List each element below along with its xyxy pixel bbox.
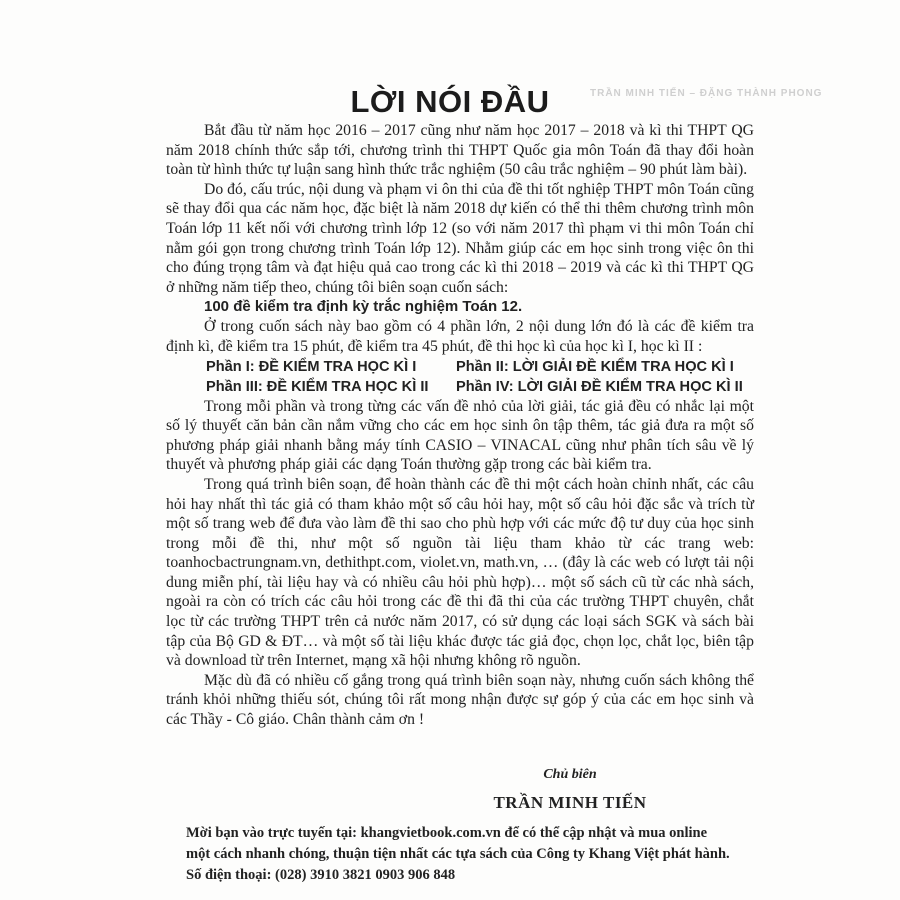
- footer-line: Mời bạn vào trực tuyến tại: khangvietbook.com.vn để có thể cập nhật và mua online: [186, 825, 708, 841]
- part-item: Phần IV: LỜI GIẢI ĐỀ KIỂM TRA HỌC KÌ II: [456, 378, 743, 395]
- signature-role: Chủ biên: [543, 767, 597, 782]
- paragraph: Do đó, cấu trúc, nội dung và phạm vi ôn thi của đề thi tốt nghiệp THPT môn Toán cũng sẽ thay đổi qua các năm học, đặc biệt là năm 2018 dự kiến có thể thi thêm chương trình môn Toán lớp 11 kết nối với chương trình lớp 12 (so với năm 2017 thì phạm vi thi môn Toán chỉ nằm gói gọn trong chương trình Toán lớp 12). Nhằm giúp các em học sinh trong việc ôn thi cho đúng trọng tâm và đạt hiệu quả cao trong các kì thi 2018 – 2019 và các kì thi THPT QG ở những năm tiếp theo, chúng tôi biên soạn cuốn sách:: [166, 180, 754, 296]
- part-item: Phần III: ĐỀ KIỂM TRA HỌC KÌ II: [206, 378, 429, 395]
- page-title: LỜI NÓI ĐẦU: [350, 84, 550, 119]
- paragraph: Bắt đầu từ năm học 2016 – 2017 cũng như năm học 2017 – 2018 và kì thi THPT QG năm 2018 chính thức sắp tới, chương trình thi THPT Quốc gia môn Toán đã thay đổi hoàn toàn từ hình thức tự luận sang hình thức trắc nghiệm (50 câu trắc nghiệm – 90 phút làm bài).: [166, 122, 754, 179]
- paragraph: Trong quá trình biên soạn, để hoàn thành các đề thi một cách hoàn chỉnh nhất, các câu hỏi hay nhất thì tác giả có tham khảo một số câu hỏi hay, một số câu hỏi đặc sắc và trích từ một số trang web để đưa vào làm đề thi sao cho phù hợp với các mức độ tư duy của học sinh trong mỗi đề thi, như một số nguồn tài liệu tham khảo từ các trang web: toanhocbactrungnam.vn, dethithpt.com, violet.vn, math.vn, … (đây là các web có lượt tải nội dung miễn phí, tài liệu hay và có nhiều câu hỏi phù hợp)… một số sách cũ từ các nhà sách, ngoài ra còn có trích các câu hỏi trong các đề thi đã thi của các trường THPT chuyên, chắt lọc từ các trường THPT trên cả nước năm 2017, có sử dụng các loại sách SGK và sách bài tập của Bộ GD & ĐT… và một số tài liệu khác được tác giả đọc, chọn lọc, chắt lọc, biên tập và download từ trên Internet, mạng xã hội nhưng không rõ nguồn.: [166, 475, 754, 670]
- paragraph: Mặc dù đã có nhiều cố gắng trong quá trình biên soạn này, nhưng cuốn sách không thể tránh khỏi những thiếu sót, chúng tôi rất mong nhận được sự góp ý của các em học sinh và các Thầy - Cô giáo. Chân thành cảm ơn !: [166, 671, 754, 729]
- footer-line: một cách nhanh chóng, thuận tiện nhất các tựa sách của Công ty Khang Việt phát hành.: [186, 846, 730, 862]
- footer-phone: Số điện thoại: (028) 3910 3821 0903 906 848: [186, 867, 456, 883]
- bleed-through-text: TRẦN MINH TIẾN – ĐẶNG THÀNH PHONG: [590, 88, 823, 99]
- part-item: Phần I: ĐỀ KIỂM TRA HỌC KÌ I: [206, 358, 417, 375]
- book-title-line: 100 đề kiểm tra định kỳ trắc nghiệm Toán 12.: [204, 298, 523, 316]
- paragraph: Trong mỗi phần và trong từng các vấn đề nhỏ của lời giải, tác giả đều có nhắc lại một số lý thuyết căn bản cần nắm vững cho các em học sinh ôn tập thêm, tác giả đưa ra một số phương pháp giải nhanh bằng máy tính CASIO – VINACAL cũng như phân tích sâu về lý thuyết và phương pháp giải các dạng Toán thường gặp trong các bài kiểm tra.: [166, 397, 754, 474]
- publisher-footer: [186, 823, 786, 886]
- part-item: Phần II: LỜI GIẢI ĐỀ KIỂM TRA HỌC KÌ I: [456, 358, 734, 375]
- parts-list: [206, 357, 754, 397]
- signature-name: TRẦN MINH TIẾN: [493, 793, 647, 812]
- body-text: [166, 121, 754, 730]
- paragraph: Ở trong cuốn sách này bao gồm có 4 phần lớn, 2 nội dung lớn đó là các đề kiểm tra định kì, đề kiểm tra 15 phút, đề kiểm tra 45 phút, đề thi học kì của học kì I, học kì II :: [166, 318, 754, 355]
